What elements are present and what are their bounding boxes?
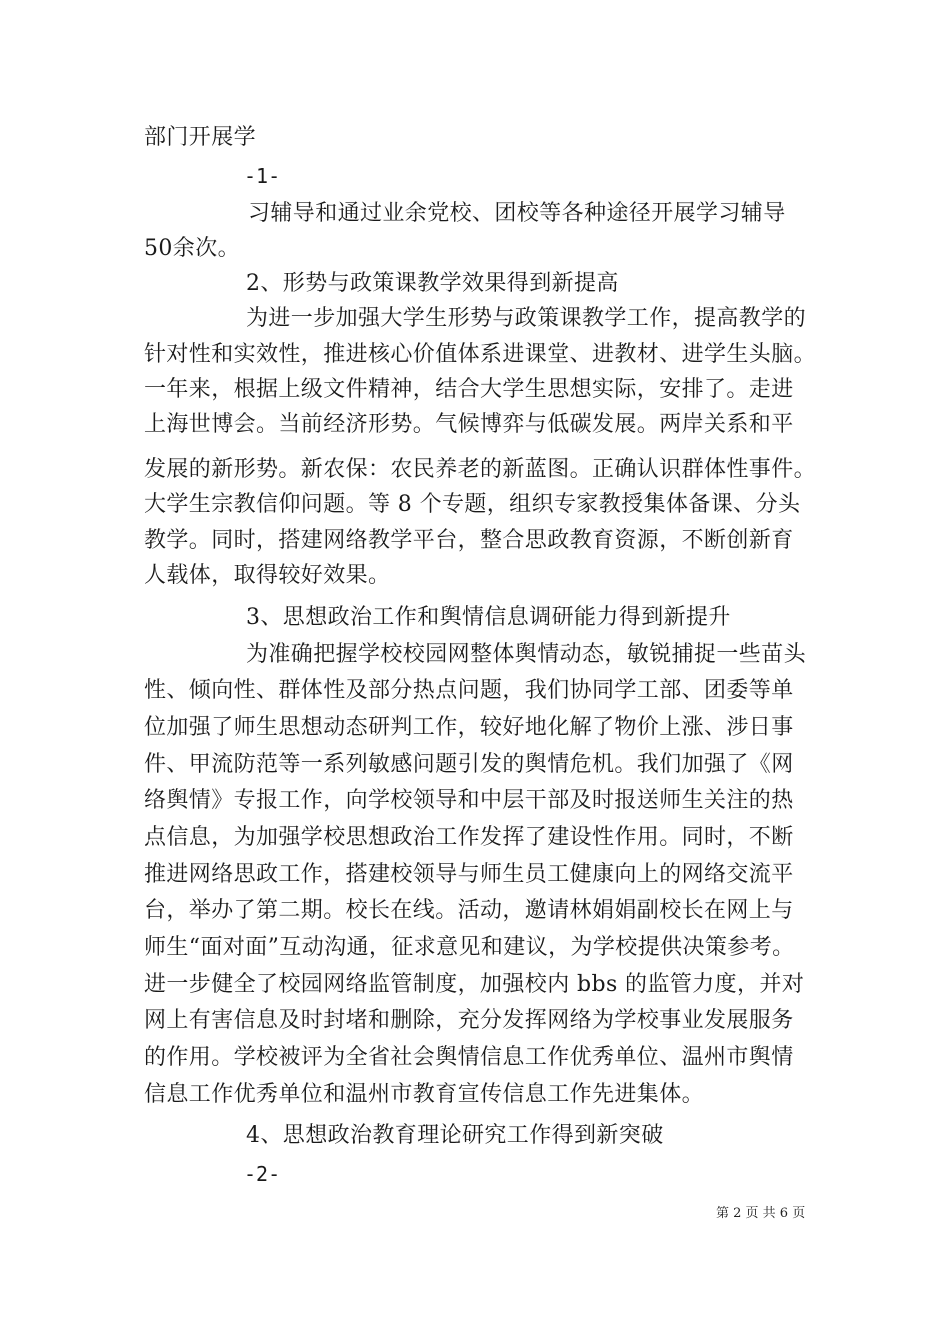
text-line: 师生“面对面”互动沟通，征求意见和建议，为学校提供决策参考。 [144, 935, 795, 960]
text-line: 件、甲流防范等一系列敏感问题引发的舆情危机。我们加强了《网 [144, 752, 794, 777]
page-marker: -1- [244, 164, 281, 188]
text-line: 为准确把握学校校园网整体舆情动态，敏锐捕捉一些苗头 [246, 642, 807, 667]
text-line: 位加强了师生思想动态研判工作，较好地化解了物价上涨、涉日事 [144, 715, 794, 740]
section-heading: 2、形势与政策课教学效果得到新提高 [246, 271, 619, 296]
text-line: 习辅导和通过业余党校、团校等各种途径开展学习辅导 [248, 201, 786, 226]
page-footer: 第 2 页 共 6 页 [716, 1206, 806, 1221]
text-line: 部门开展学 [144, 125, 257, 150]
section-heading: 4、思想政治教育理论研究工作得到新突破 [246, 1123, 664, 1148]
text-line: 的作用。学校被评为全省社会舆情信息工作优秀单位、温州市舆情 [144, 1045, 794, 1070]
text-line: 络舆情》专报工作，向学校领导和中层干部及时报送师生关注的热 [144, 788, 794, 813]
text-line: 点信息，为加强学校思想政治工作发挥了建设性作用。同时，不断 [144, 825, 794, 850]
text-line: 大学生宗教信仰问题。等 8 个专题，组织专家教授集体备课、分头 [144, 492, 801, 517]
text-line: 一年来，根据上级文件精神，结合大学生思想实际，安排了。走进 [144, 377, 794, 402]
text-line: 信息工作优秀单位和温州市教育宣传信息工作先进集体。 [144, 1082, 705, 1107]
text-line: 网上有害信息及时封堵和删除，充分发挥网络为学校事业发展服务 [144, 1008, 794, 1033]
text-line: 50余次。 [144, 236, 240, 261]
text-line: 台，举办了第二期。校长在线。活动，邀请林娟娟副校长在网上与 [144, 898, 794, 923]
text-line: 推进网络思政工作，搭建校领导与师生员工健康向上的网络交流平 [144, 862, 794, 887]
text-line: 为进一步加强大学生形势与政策课教学工作，提高教学的 [246, 306, 807, 331]
text-line: 性、倾向性、群体性及部分热点问题，我们协同学工部、团委等单 [144, 678, 794, 703]
text-line: 教学。同时，搭建网络教学平台，整合思政教育资源，不断创新育 [144, 528, 794, 553]
text-line: 针对性和实效性，推进核心价值体系进课堂、进教材、进学生头脑。 [144, 342, 817, 367]
text-line: 发展的新形势。新农保：农民养老的新蓝图。正确认识群体性事件。 [144, 457, 817, 482]
text-line: 人载体，取得较好效果。 [144, 563, 391, 588]
section-heading: 3、思想政治工作和舆情信息调研能力得到新提升 [246, 605, 731, 630]
text-line: 上海世博会。当前经济形势。气候博弈与低碳发展。两岸关系和平 [144, 412, 794, 437]
page-marker: -2- [244, 1162, 281, 1186]
text-line: 进一步健全了校园网络监管制度，加强校内 bbs 的监管力度，并对 [144, 972, 805, 997]
